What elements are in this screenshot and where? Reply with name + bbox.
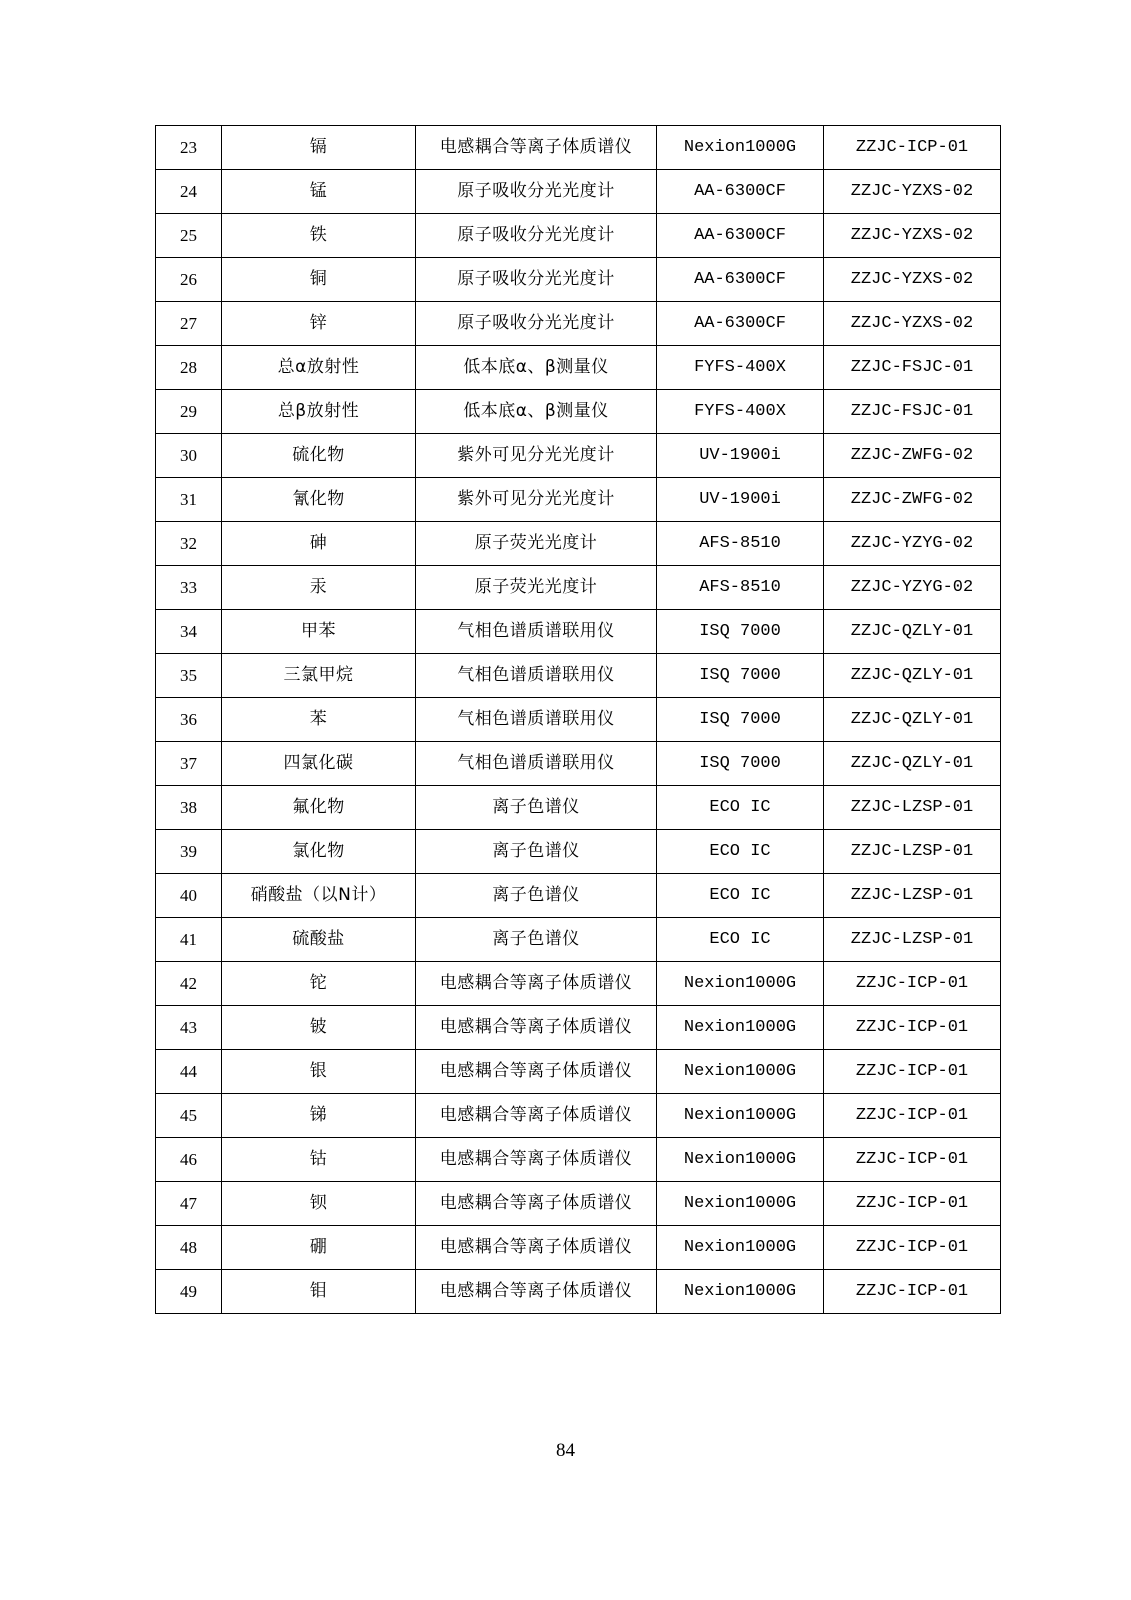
cell-index: 24 xyxy=(156,170,222,214)
cell-code: ZZJC-QZLY-01 xyxy=(824,742,1001,786)
table-row xyxy=(156,742,1001,786)
cell-analyte-name: 砷 xyxy=(222,522,416,566)
cell-model: FYFS-400X xyxy=(657,390,824,434)
cell-analyte-name: 锑 xyxy=(222,1094,416,1138)
cell-index: 47 xyxy=(156,1182,222,1226)
cell-model: AA-6300CF xyxy=(657,214,824,258)
cell-analyte-name: 锰 xyxy=(222,170,416,214)
cell-index: 25 xyxy=(156,214,222,258)
cell-analyte-name: 甲苯 xyxy=(222,610,416,654)
cell-model: ISQ 7000 xyxy=(657,698,824,742)
cell-index: 38 xyxy=(156,786,222,830)
cell-instrument: 气相色谱质谱联用仪 xyxy=(416,654,657,698)
cell-instrument: 原子吸收分光光度计 xyxy=(416,258,657,302)
cell-instrument: 原子荧光光度计 xyxy=(416,522,657,566)
cell-model: ECO IC xyxy=(657,874,824,918)
cell-model: Nexion1000G xyxy=(657,126,824,170)
cell-instrument: 离子色谱仪 xyxy=(416,918,657,962)
cell-instrument: 电感耦合等离子体质谱仪 xyxy=(416,1094,657,1138)
cell-instrument: 电感耦合等离子体质谱仪 xyxy=(416,1182,657,1226)
cell-instrument: 电感耦合等离子体质谱仪 xyxy=(416,1138,657,1182)
instrument-table xyxy=(155,125,1001,1314)
table-row xyxy=(156,786,1001,830)
table-row xyxy=(156,214,1001,258)
cell-code: ZZJC-QZLY-01 xyxy=(824,610,1001,654)
cell-instrument: 电感耦合等离子体质谱仪 xyxy=(416,1270,657,1314)
table-body xyxy=(156,126,1001,1314)
cell-model: ECO IC xyxy=(657,918,824,962)
cell-code: ZZJC-ICP-01 xyxy=(824,1050,1001,1094)
cell-code: ZZJC-FSJC-01 xyxy=(824,346,1001,390)
cell-analyte-name: 三氯甲烷 xyxy=(222,654,416,698)
cell-code: ZZJC-YZYG-02 xyxy=(824,522,1001,566)
cell-code: ZZJC-LZSP-01 xyxy=(824,918,1001,962)
table-row xyxy=(156,302,1001,346)
table-row xyxy=(156,126,1001,170)
table-row xyxy=(156,1182,1001,1226)
cell-analyte-name: 钼 xyxy=(222,1270,416,1314)
cell-code: ZZJC-YZYG-02 xyxy=(824,566,1001,610)
cell-code: ZZJC-ICP-01 xyxy=(824,1182,1001,1226)
cell-instrument: 电感耦合等离子体质谱仪 xyxy=(416,1226,657,1270)
cell-model: Nexion1000G xyxy=(657,1138,824,1182)
table-row xyxy=(156,698,1001,742)
cell-index: 36 xyxy=(156,698,222,742)
cell-model: ISQ 7000 xyxy=(657,654,824,698)
table-row xyxy=(156,1270,1001,1314)
cell-instrument: 气相色谱质谱联用仪 xyxy=(416,610,657,654)
table-row xyxy=(156,830,1001,874)
cell-analyte-name: 硫酸盐 xyxy=(222,918,416,962)
cell-code: ZZJC-LZSP-01 xyxy=(824,830,1001,874)
cell-analyte-name: 总β放射性 xyxy=(222,390,416,434)
cell-model: ECO IC xyxy=(657,786,824,830)
cell-model: Nexion1000G xyxy=(657,1226,824,1270)
cell-code: ZZJC-QZLY-01 xyxy=(824,698,1001,742)
cell-instrument: 气相色谱质谱联用仪 xyxy=(416,742,657,786)
cell-code: ZZJC-FSJC-01 xyxy=(824,390,1001,434)
cell-code: ZZJC-ICP-01 xyxy=(824,1006,1001,1050)
cell-instrument: 离子色谱仪 xyxy=(416,786,657,830)
cell-code: ZZJC-LZSP-01 xyxy=(824,874,1001,918)
table-row xyxy=(156,258,1001,302)
cell-analyte-name: 总α放射性 xyxy=(222,346,416,390)
instrument-table-container xyxy=(155,125,974,1314)
cell-analyte-name: 铊 xyxy=(222,962,416,1006)
cell-instrument: 气相色谱质谱联用仪 xyxy=(416,698,657,742)
cell-index: 34 xyxy=(156,610,222,654)
cell-model: UV-1900i xyxy=(657,434,824,478)
cell-instrument: 低本底α、β测量仪 xyxy=(416,346,657,390)
table-row xyxy=(156,434,1001,478)
cell-model: Nexion1000G xyxy=(657,962,824,1006)
cell-model: UV-1900i xyxy=(657,478,824,522)
cell-instrument: 紫外可见分光光度计 xyxy=(416,478,657,522)
table-row xyxy=(156,918,1001,962)
cell-code: ZZJC-ICP-01 xyxy=(824,1094,1001,1138)
cell-model: FYFS-400X xyxy=(657,346,824,390)
cell-instrument: 原子吸收分光光度计 xyxy=(416,214,657,258)
cell-index: 39 xyxy=(156,830,222,874)
table-row xyxy=(156,1094,1001,1138)
cell-code: ZZJC-ICP-01 xyxy=(824,1226,1001,1270)
cell-instrument: 原子吸收分光光度计 xyxy=(416,302,657,346)
cell-index: 44 xyxy=(156,1050,222,1094)
cell-analyte-name: 镉 xyxy=(222,126,416,170)
cell-model: Nexion1000G xyxy=(657,1050,824,1094)
cell-code: ZZJC-YZXS-02 xyxy=(824,302,1001,346)
cell-instrument: 紫外可见分光光度计 xyxy=(416,434,657,478)
cell-instrument: 原子吸收分光光度计 xyxy=(416,170,657,214)
cell-analyte-name: 硼 xyxy=(222,1226,416,1270)
cell-index: 23 xyxy=(156,126,222,170)
table-row xyxy=(156,170,1001,214)
table-row xyxy=(156,346,1001,390)
cell-model: AA-6300CF xyxy=(657,170,824,214)
cell-analyte-name: 氟化物 xyxy=(222,786,416,830)
table-row xyxy=(156,1006,1001,1050)
cell-analyte-name: 铍 xyxy=(222,1006,416,1050)
table-row xyxy=(156,1226,1001,1270)
table-row xyxy=(156,478,1001,522)
cell-analyte-name: 银 xyxy=(222,1050,416,1094)
cell-instrument: 低本底α、β测量仪 xyxy=(416,390,657,434)
cell-model: AA-6300CF xyxy=(657,258,824,302)
cell-code: ZZJC-ICP-01 xyxy=(824,126,1001,170)
cell-index: 41 xyxy=(156,918,222,962)
cell-analyte-name: 钴 xyxy=(222,1138,416,1182)
cell-code: ZZJC-ICP-01 xyxy=(824,1270,1001,1314)
cell-analyte-name: 硫化物 xyxy=(222,434,416,478)
cell-index: 42 xyxy=(156,962,222,1006)
cell-model: AFS-8510 xyxy=(657,522,824,566)
cell-index: 29 xyxy=(156,390,222,434)
cell-analyte-name: 硝酸盐（以N计） xyxy=(222,874,416,918)
cell-index: 33 xyxy=(156,566,222,610)
cell-instrument: 离子色谱仪 xyxy=(416,830,657,874)
cell-model: ISQ 7000 xyxy=(657,610,824,654)
cell-analyte-name: 氯化物 xyxy=(222,830,416,874)
cell-instrument: 电感耦合等离子体质谱仪 xyxy=(416,126,657,170)
cell-model: AFS-8510 xyxy=(657,566,824,610)
cell-code: ZZJC-ICP-01 xyxy=(824,962,1001,1006)
cell-code: ZZJC-YZXS-02 xyxy=(824,258,1001,302)
cell-model: Nexion1000G xyxy=(657,1006,824,1050)
table-row xyxy=(156,1050,1001,1094)
page-number: 84 xyxy=(556,1440,575,1461)
cell-instrument: 离子色谱仪 xyxy=(416,874,657,918)
cell-code: ZZJC-QZLY-01 xyxy=(824,654,1001,698)
cell-instrument: 电感耦合等离子体质谱仪 xyxy=(416,962,657,1006)
cell-index: 28 xyxy=(156,346,222,390)
cell-index: 40 xyxy=(156,874,222,918)
cell-index: 31 xyxy=(156,478,222,522)
table-row xyxy=(156,962,1001,1006)
table-row xyxy=(156,874,1001,918)
table-row xyxy=(156,566,1001,610)
cell-analyte-name: 苯 xyxy=(222,698,416,742)
cell-code: ZZJC-ZWFG-02 xyxy=(824,434,1001,478)
cell-index: 37 xyxy=(156,742,222,786)
cell-analyte-name: 铜 xyxy=(222,258,416,302)
cell-index: 27 xyxy=(156,302,222,346)
cell-model: ISQ 7000 xyxy=(657,742,824,786)
cell-model: ECO IC xyxy=(657,830,824,874)
cell-code: ZZJC-LZSP-01 xyxy=(824,786,1001,830)
cell-index: 48 xyxy=(156,1226,222,1270)
cell-index: 30 xyxy=(156,434,222,478)
cell-instrument: 电感耦合等离子体质谱仪 xyxy=(416,1050,657,1094)
cell-model: Nexion1000G xyxy=(657,1182,824,1226)
cell-code: ZZJC-YZXS-02 xyxy=(824,214,1001,258)
cell-analyte-name: 钡 xyxy=(222,1182,416,1226)
cell-analyte-name: 铁 xyxy=(222,214,416,258)
cell-index: 46 xyxy=(156,1138,222,1182)
cell-index: 35 xyxy=(156,654,222,698)
cell-instrument: 原子荧光光度计 xyxy=(416,566,657,610)
cell-instrument: 电感耦合等离子体质谱仪 xyxy=(416,1006,657,1050)
cell-index: 26 xyxy=(156,258,222,302)
cell-code: ZZJC-YZXS-02 xyxy=(824,170,1001,214)
table-row xyxy=(156,1138,1001,1182)
cell-analyte-name: 锌 xyxy=(222,302,416,346)
cell-index: 45 xyxy=(156,1094,222,1138)
table-row xyxy=(156,390,1001,434)
table-row xyxy=(156,522,1001,566)
cell-analyte-name: 氰化物 xyxy=(222,478,416,522)
cell-code: ZZJC-ZWFG-02 xyxy=(824,478,1001,522)
table-row xyxy=(156,654,1001,698)
cell-analyte-name: 汞 xyxy=(222,566,416,610)
cell-index: 43 xyxy=(156,1006,222,1050)
cell-index: 49 xyxy=(156,1270,222,1314)
cell-model: Nexion1000G xyxy=(657,1094,824,1138)
cell-model: AA-6300CF xyxy=(657,302,824,346)
cell-code: ZZJC-ICP-01 xyxy=(824,1138,1001,1182)
table-row xyxy=(156,610,1001,654)
cell-index: 32 xyxy=(156,522,222,566)
cell-analyte-name: 四氯化碳 xyxy=(222,742,416,786)
cell-model: Nexion1000G xyxy=(657,1270,824,1314)
